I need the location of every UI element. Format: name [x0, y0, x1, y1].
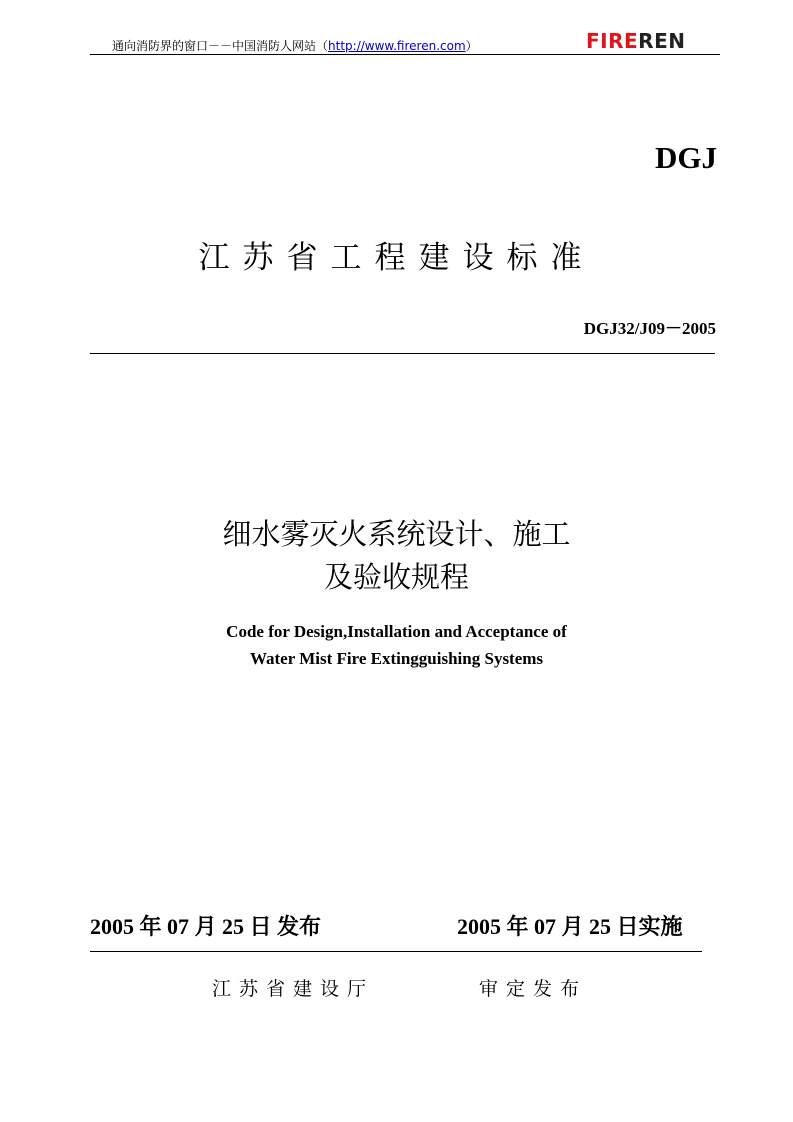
issuer: 江苏省建设厅: [212, 978, 375, 1000]
english-title-line-2: Water Mist Fire Extingguishing Systems: [249, 649, 544, 668]
effective-date: 2005 年 07 月 25 日实施: [457, 914, 683, 939]
standard-code: DGJ32/J09－2005: [583, 319, 716, 338]
site-link[interactable]: http://www.fireren.com: [328, 39, 466, 53]
divider-bottom: [90, 951, 702, 952]
header-divider: [90, 54, 720, 55]
title-line-1: 细水雾灭火系统设计、施工: [222, 517, 571, 551]
english-title-line-1: Code for Design,Installation and Acceptance of: [226, 622, 567, 641]
approval: 审定发布: [479, 978, 588, 1000]
header-slogan: 通向消防界的窗口－－中国消防人网站（: [112, 39, 329, 53]
header-close: ）: [465, 39, 478, 53]
fireren-logo: [586, 29, 685, 53]
title-line-2: 及验收规程: [323, 560, 469, 594]
issue-date: 2005 年 07 月 25 日 发布: [90, 914, 322, 939]
header-text: [112, 37, 478, 54]
logo-fire: FIRE: [586, 29, 639, 53]
logo-ren: REN: [638, 29, 686, 53]
series-code: DGJ: [655, 140, 717, 175]
divider: [90, 353, 715, 354]
standard-name: 江苏省工程建设标准: [198, 240, 595, 276]
